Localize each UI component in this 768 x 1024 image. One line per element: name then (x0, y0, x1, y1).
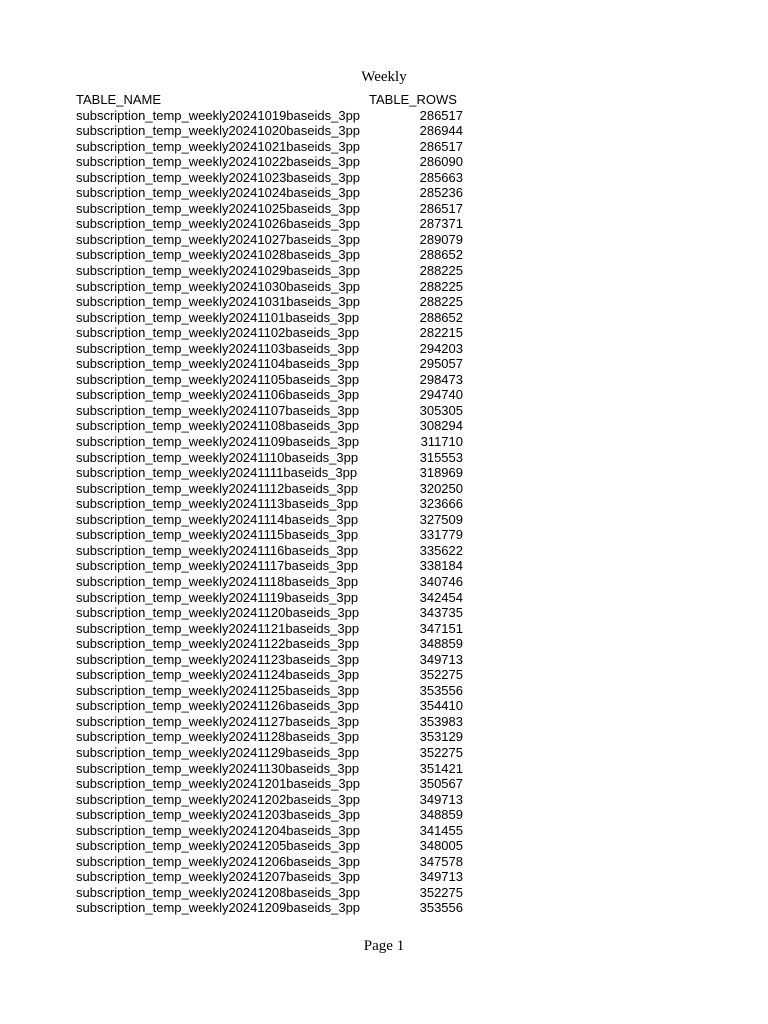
table-name-cell: subscription_temp_weekly20241205baseids_3pp (76, 838, 361, 854)
table-rows-cell: 353556 (419, 900, 463, 916)
table-name-cell: subscription_temp_weekly20241106baseids_3pp (76, 387, 360, 403)
table-name-cell: subscription_temp_weekly20241208baseids_3pp (76, 884, 361, 900)
table-rows-cell: 294740 (419, 387, 463, 403)
table-name-cell: subscription_temp_weekly20241024baseids_3pp (76, 185, 361, 201)
table-rows-cell: 288652 (419, 309, 463, 325)
table-rows-cell: 353556 (419, 682, 463, 698)
table-name-cell: subscription_temp_weekly20241019baseids_3pp (76, 107, 361, 123)
table-row (76, 263, 463, 279)
table-name-cell: subscription_temp_weekly20241116baseids_3pp (76, 542, 359, 558)
table-row (76, 356, 463, 372)
table-rows-cell: 282215 (419, 325, 463, 341)
table-name-cell: subscription_temp_weekly20241022baseids_3pp (76, 154, 361, 170)
table-name-cell: subscription_temp_weekly20241113baseids_3pp (76, 496, 359, 512)
table-rows-cell: 318969 (419, 465, 463, 481)
table-rows-cell: 349713 (419, 869, 463, 885)
table-rows-cell: 348859 (419, 807, 463, 823)
table-rows-cell: 331779 (419, 527, 463, 543)
table-rows-cell: 338184 (419, 558, 463, 574)
table-rows-cell: 285663 (419, 169, 463, 185)
table-name-cell: subscription_temp_weekly20241107baseids_3pp (76, 402, 360, 418)
table-name-cell: subscription_temp_weekly20241105baseids_3pp (76, 371, 360, 387)
table-rows-cell: 340746 (419, 573, 463, 589)
table-row (76, 729, 463, 745)
table-rows-cell: 353129 (419, 729, 463, 745)
table-name-cell: subscription_temp_weekly20241203baseids_3pp (76, 807, 361, 823)
table-name-cell: subscription_temp_weekly20241121baseids_3pp (76, 620, 360, 636)
table-row (76, 232, 463, 248)
table-name-cell: subscription_temp_weekly20241114baseids_3pp (76, 511, 359, 527)
table-row (76, 201, 463, 217)
table-name-cell: subscription_temp_weekly20241108baseids_3pp (76, 418, 360, 434)
table-row (76, 714, 463, 730)
table-rows-cell: 288225 (419, 294, 463, 310)
table-row (76, 185, 463, 201)
table-name-cell: subscription_temp_weekly20241124baseids_3pp (76, 667, 360, 683)
table-name-cell: subscription_temp_weekly20241207baseids_3pp (76, 869, 361, 885)
table-name-cell: subscription_temp_weekly20241110baseids_3pp (76, 449, 359, 465)
table-row (76, 450, 463, 466)
table-rows-cell: 285236 (419, 185, 463, 201)
table-rows-cell: 286090 (419, 154, 463, 170)
table-row (76, 170, 463, 186)
table-name-cell: subscription_temp_weekly20241123baseids_3pp (76, 651, 360, 667)
table-name-cell: subscription_temp_weekly20241130baseids_3pp (76, 760, 360, 776)
table-row (76, 403, 463, 419)
table-row (76, 139, 463, 155)
table-row (76, 838, 463, 854)
table-name-cell: subscription_temp_weekly20241117baseids_3pp (76, 558, 359, 574)
table-row (76, 310, 463, 326)
table-row (76, 900, 463, 916)
table-row (76, 621, 463, 637)
table-header-row (76, 92, 463, 108)
table-row (76, 543, 463, 559)
table-rows-cell: 347151 (419, 620, 463, 636)
table-row (76, 434, 463, 450)
table-row (76, 776, 463, 792)
column-header-table-rows: TABLE_ROWS (369, 92, 457, 107)
table-row (76, 279, 463, 295)
table-row (76, 123, 463, 139)
table-rows-cell: 286517 (419, 107, 463, 123)
table-rows-cell: 298473 (419, 371, 463, 387)
table-row (76, 698, 463, 714)
table-row (76, 574, 463, 590)
page-number: Page 1 (363, 938, 405, 954)
table-name-cell: subscription_temp_weekly20241204baseids_3pp (76, 822, 361, 838)
table-row (76, 512, 463, 528)
table-row (76, 325, 463, 341)
table-row (76, 481, 463, 497)
table-name-cell: subscription_temp_weekly20241028baseids_3pp (76, 247, 361, 263)
table-row (76, 761, 463, 777)
table-rows-cell: 350567 (419, 776, 463, 792)
table-rows-cell: 342454 (419, 589, 463, 605)
table-row (76, 418, 463, 434)
table-rows-cell: 348005 (419, 838, 463, 854)
table-row (76, 465, 463, 481)
table-name-cell: subscription_temp_weekly20241129baseids_3pp (76, 744, 360, 760)
table-row (76, 667, 463, 683)
table-rows-cell: 286517 (419, 138, 463, 154)
table-row (76, 496, 463, 512)
table-rows-cell: 352275 (419, 884, 463, 900)
table-row (76, 807, 463, 823)
table-row (76, 869, 463, 885)
table-row (76, 590, 463, 606)
table-rows-cell: 320250 (419, 480, 463, 496)
table-name-cell: subscription_temp_weekly20241120baseids_3pp (76, 605, 360, 621)
table-name-cell: subscription_temp_weekly20241115baseids_3pp (76, 527, 359, 543)
table-row (76, 605, 463, 621)
table-row (76, 558, 463, 574)
table-name-cell: subscription_temp_weekly20241101baseids_3pp (76, 309, 360, 325)
table-name-cell: subscription_temp_weekly20241104baseids_3pp (76, 356, 360, 372)
table-row (76, 154, 463, 170)
table-rows-cell: 305305 (419, 402, 463, 418)
table-name-cell: subscription_temp_weekly20241021baseids_3pp (76, 138, 361, 154)
table-row (76, 823, 463, 839)
table-rows-cell: 308294 (419, 418, 463, 434)
table-rows-cell: 349713 (419, 791, 463, 807)
table-name-cell: subscription_temp_weekly20241027baseids_3pp (76, 231, 361, 247)
table-name-cell: subscription_temp_weekly20241127baseids_3pp (76, 713, 360, 729)
table-name-cell: subscription_temp_weekly20241026baseids_3pp (76, 216, 361, 232)
table-row (76, 372, 463, 388)
table-name-cell: subscription_temp_weekly20241118baseids_3pp (76, 573, 359, 589)
table-name-cell: subscription_temp_weekly20241031baseids_3pp (76, 294, 361, 310)
table-row (76, 108, 463, 124)
table-name-cell: subscription_temp_weekly20241109baseids_3pp (76, 434, 360, 450)
table-rows-cell: 347578 (419, 853, 463, 869)
table-name-cell: subscription_temp_weekly20241202baseids_3pp (76, 791, 361, 807)
table-rows-cell: 286517 (419, 200, 463, 216)
table-name-cell: subscription_temp_weekly20241102baseids_3pp (76, 325, 360, 341)
table-rows-cell: 349713 (419, 651, 463, 667)
table-rows-cell: 341455 (419, 822, 463, 838)
table-name-cell: subscription_temp_weekly20241128baseids_3pp (76, 729, 360, 745)
table-rows-cell: 288652 (419, 247, 463, 263)
table-rows-cell: 335622 (419, 542, 463, 558)
table-rows-cell: 353983 (419, 713, 463, 729)
table-row (76, 387, 463, 403)
column-header-table-name: TABLE_NAME (76, 92, 162, 107)
table-name-cell: subscription_temp_weekly20241206baseids_3pp (76, 853, 361, 869)
table-name-cell: subscription_temp_weekly20241023baseids_3pp (76, 169, 361, 185)
table-rows-cell: 343735 (419, 605, 463, 621)
table-row (76, 216, 463, 232)
table-row (76, 652, 463, 668)
table-name-cell: subscription_temp_weekly20241209baseids_3pp (76, 900, 361, 916)
table-rows-cell: 323666 (419, 496, 463, 512)
table-row (76, 341, 463, 357)
table-rows-cell: 352275 (419, 744, 463, 760)
table-row (76, 745, 463, 761)
page-title: Weekly (361, 69, 407, 85)
table-rows-cell: 354410 (419, 698, 463, 714)
table-name-cell: subscription_temp_weekly20241029baseids_3pp (76, 263, 361, 279)
table-name-cell: subscription_temp_weekly20241111baseids_3pp (76, 465, 358, 481)
table-name-cell: subscription_temp_weekly20241020baseids_3pp (76, 123, 361, 139)
data-table (76, 92, 463, 916)
table-row (76, 792, 463, 808)
table-name-cell: subscription_temp_weekly20241122baseids_3pp (76, 636, 360, 652)
table-row (76, 527, 463, 543)
table-name-cell: subscription_temp_weekly20241103baseids_3pp (76, 340, 360, 356)
table-row (76, 683, 463, 699)
table-name-cell: subscription_temp_weekly20241119baseids_3pp (76, 589, 359, 605)
table-row (76, 247, 463, 263)
table-rows-cell: 289079 (419, 231, 463, 247)
table-rows-cell: 311710 (420, 434, 463, 450)
table-row (76, 854, 463, 870)
table-row (76, 885, 463, 901)
table-name-cell: subscription_temp_weekly20241030baseids_3pp (76, 278, 361, 294)
table-name-cell: subscription_temp_weekly20241201baseids_3pp (76, 776, 361, 792)
table-rows-cell: 294203 (419, 340, 463, 356)
table-rows-cell: 288225 (419, 278, 463, 294)
table-rows-cell: 288225 (419, 263, 463, 279)
table-body (76, 108, 463, 916)
table-rows-cell: 286944 (419, 123, 463, 139)
table-rows-cell: 295057 (419, 356, 463, 372)
table-name-cell: subscription_temp_weekly20241125baseids_3pp (76, 682, 360, 698)
table-rows-cell: 348859 (419, 636, 463, 652)
table-rows-cell: 287371 (419, 216, 463, 232)
table-name-cell: subscription_temp_weekly20241126baseids_3pp (76, 698, 360, 714)
table-row (76, 294, 463, 310)
table-row (76, 636, 463, 652)
table-rows-cell: 351421 (419, 760, 463, 776)
table-name-cell: subscription_temp_weekly20241112baseids_3pp (76, 480, 359, 496)
table-rows-cell: 352275 (419, 667, 463, 683)
table-rows-cell: 327509 (419, 511, 463, 527)
table-rows-cell: 315553 (419, 449, 463, 465)
table-name-cell: subscription_temp_weekly20241025baseids_3pp (76, 200, 361, 216)
